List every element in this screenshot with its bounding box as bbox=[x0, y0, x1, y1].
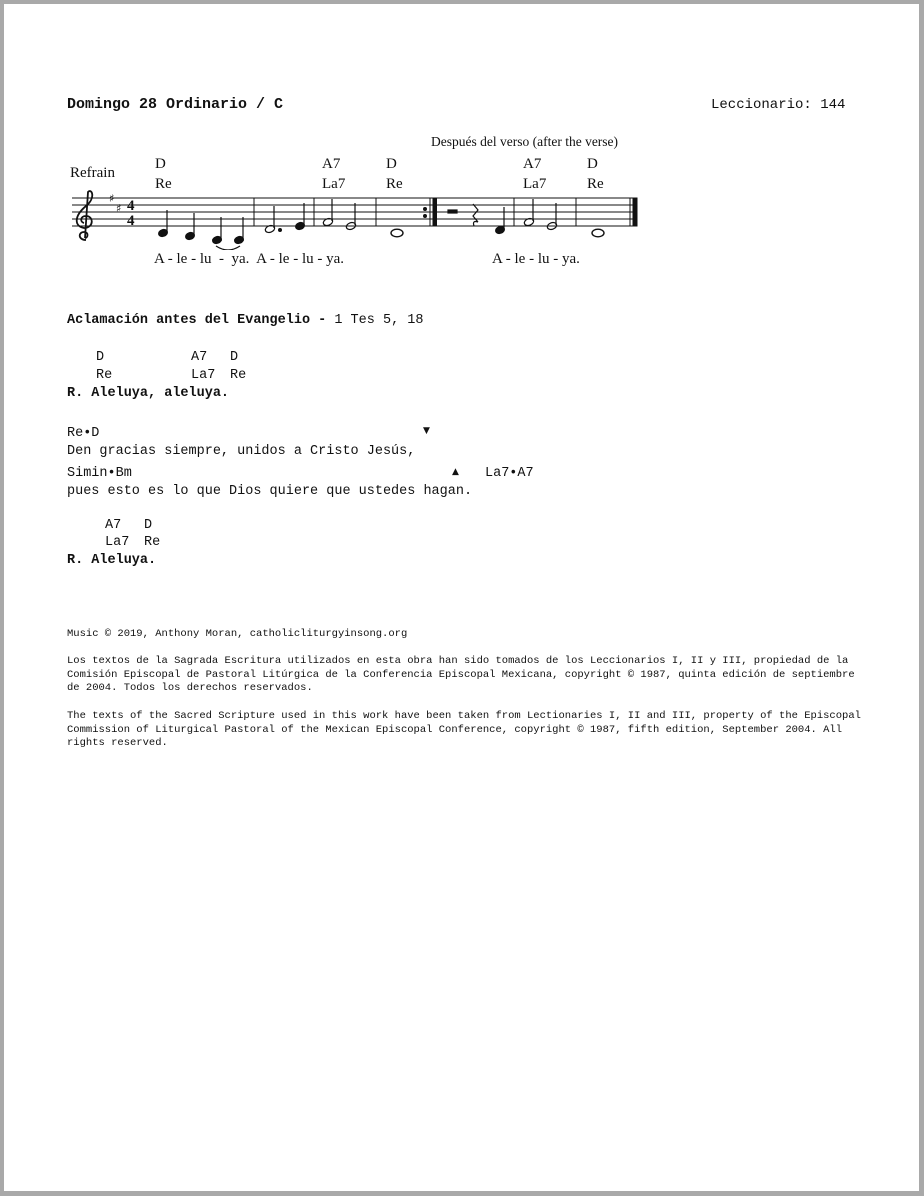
lyric-hyphen: - bbox=[269, 251, 275, 267]
lyric-syllable: lu bbox=[199, 251, 212, 267]
measure-4 bbox=[391, 229, 403, 237]
score-chord-en: D bbox=[386, 156, 397, 172]
time-signature bbox=[127, 198, 135, 229]
lyric-hyphen: - bbox=[191, 251, 197, 267]
acclamation-heading bbox=[67, 313, 423, 328]
lyric-syllable: A bbox=[154, 251, 165, 267]
lyric-hyphen: - bbox=[505, 251, 511, 267]
refrain-label: Refrain bbox=[70, 165, 115, 181]
verse-chord-line: Simin•Bm bbox=[67, 466, 132, 481]
verse-chord-line: Re•D bbox=[67, 426, 100, 441]
chord-en: D bbox=[230, 350, 239, 365]
lyric-syllable: le bbox=[514, 251, 526, 267]
svg-text:♯: ♯ bbox=[109, 192, 115, 205]
measure-2 bbox=[264, 203, 305, 234]
acclamation-title: Aclamación antes del Evangelio - bbox=[67, 313, 327, 328]
chord-es: Re bbox=[230, 368, 247, 383]
score-chord-es: La7 bbox=[523, 176, 547, 192]
score-chord-es: La7 bbox=[322, 176, 346, 192]
chord-es: Re bbox=[144, 535, 161, 550]
music-credit: Music © 2019, Anthony Moran, catholicliturgyinsong.org bbox=[67, 628, 408, 640]
lyric-syllable: A bbox=[256, 251, 267, 267]
lyric-syllable: lu bbox=[301, 251, 314, 267]
lyric-hyphen: - bbox=[553, 251, 559, 267]
lyric-syllable: ya. bbox=[326, 251, 345, 267]
chord-en: D bbox=[96, 350, 105, 365]
music-staff bbox=[64, 190, 644, 250]
lyric-syllable: le bbox=[278, 251, 290, 267]
svg-text:♯: ♯ bbox=[116, 202, 122, 215]
page-title: Domingo 28 Ordinario / C bbox=[67, 96, 284, 113]
score-chord-es: Re bbox=[386, 176, 403, 192]
svg-text:4: 4 bbox=[127, 198, 135, 214]
lyric-hyphen: - bbox=[167, 251, 173, 267]
chord-es: La7 bbox=[191, 368, 216, 383]
lectionary-number: Leccionario: 144 bbox=[711, 97, 846, 113]
response-text: R. Aleluya, aleluya. bbox=[67, 386, 230, 401]
verse-line: pues esto es lo que Dios quiere que ustedes hagan. bbox=[67, 484, 473, 499]
after-verse-label: Después del verso (after the verse) bbox=[431, 134, 619, 149]
chord-es: La7 bbox=[105, 535, 130, 550]
score-chord-es: Re bbox=[155, 176, 172, 192]
score-chord-es: Re bbox=[587, 176, 604, 192]
english-copyright-notice: The texts of the Sacred Scripture used in this work have been taken from Lectionaries I, II and III, property of the Episcopal Commission of Liturgical Pastoral of the Mexican Episcopal Conference, copyright © 1987, fifth edition, September 2004. All rights reserved. bbox=[67, 710, 861, 749]
lyric-hyphen: - bbox=[529, 251, 535, 267]
lyric-hyphen: - bbox=[219, 251, 225, 267]
pointing-down-icon: ▼ bbox=[423, 426, 430, 436]
lyric-syllable: A bbox=[492, 251, 503, 267]
lyric-syllable: le bbox=[176, 251, 188, 267]
spanish-copyright-notice: Los textos de la Sagrada Escritura utilizados en esta obra han sido tomados de los Leccionarios I, II y III, propiedad de la Comisión Episcopal de Pastoral Litúrgica de la Conferencia Episcopal Mexicana, copyright © 1987, quinta edición de septiembre de 2004. Todos los derechos reservados. bbox=[67, 655, 855, 694]
measure-7 bbox=[592, 229, 604, 237]
lyric-hyphen: - bbox=[317, 251, 323, 267]
pointing-up-icon: ▲ bbox=[452, 467, 459, 477]
score-chord-en: A7 bbox=[523, 156, 542, 172]
score-chord-en: A7 bbox=[322, 156, 341, 172]
response-text: R. Aleluya. bbox=[67, 553, 157, 568]
svg-text:4: 4 bbox=[127, 213, 135, 229]
verse-chord-line: La7•A7 bbox=[485, 466, 534, 481]
chord-en: A7 bbox=[105, 518, 122, 533]
scripture-reference: 1 Tes 5, 18 bbox=[334, 313, 424, 328]
lyric-syllable: ya. bbox=[231, 251, 250, 267]
lyrics-line bbox=[154, 251, 344, 268]
lyric-hyphen: - bbox=[293, 251, 299, 267]
score-chord-en: D bbox=[155, 156, 166, 172]
staff-lines bbox=[72, 198, 636, 226]
chord-es: Re bbox=[96, 368, 113, 383]
chord-en: D bbox=[144, 518, 153, 533]
lyric-syllable: ya. bbox=[562, 251, 580, 267]
measure-1 bbox=[158, 210, 245, 250]
chord-en: A7 bbox=[191, 350, 208, 365]
lyric-syllable: lu bbox=[537, 251, 550, 267]
lyrics-line bbox=[492, 251, 580, 268]
verse-line: Den gracias siempre, unidos a Cristo Jesús, bbox=[67, 444, 416, 459]
document-page bbox=[4, 4, 919, 1191]
score-chord-en: D bbox=[587, 156, 598, 172]
